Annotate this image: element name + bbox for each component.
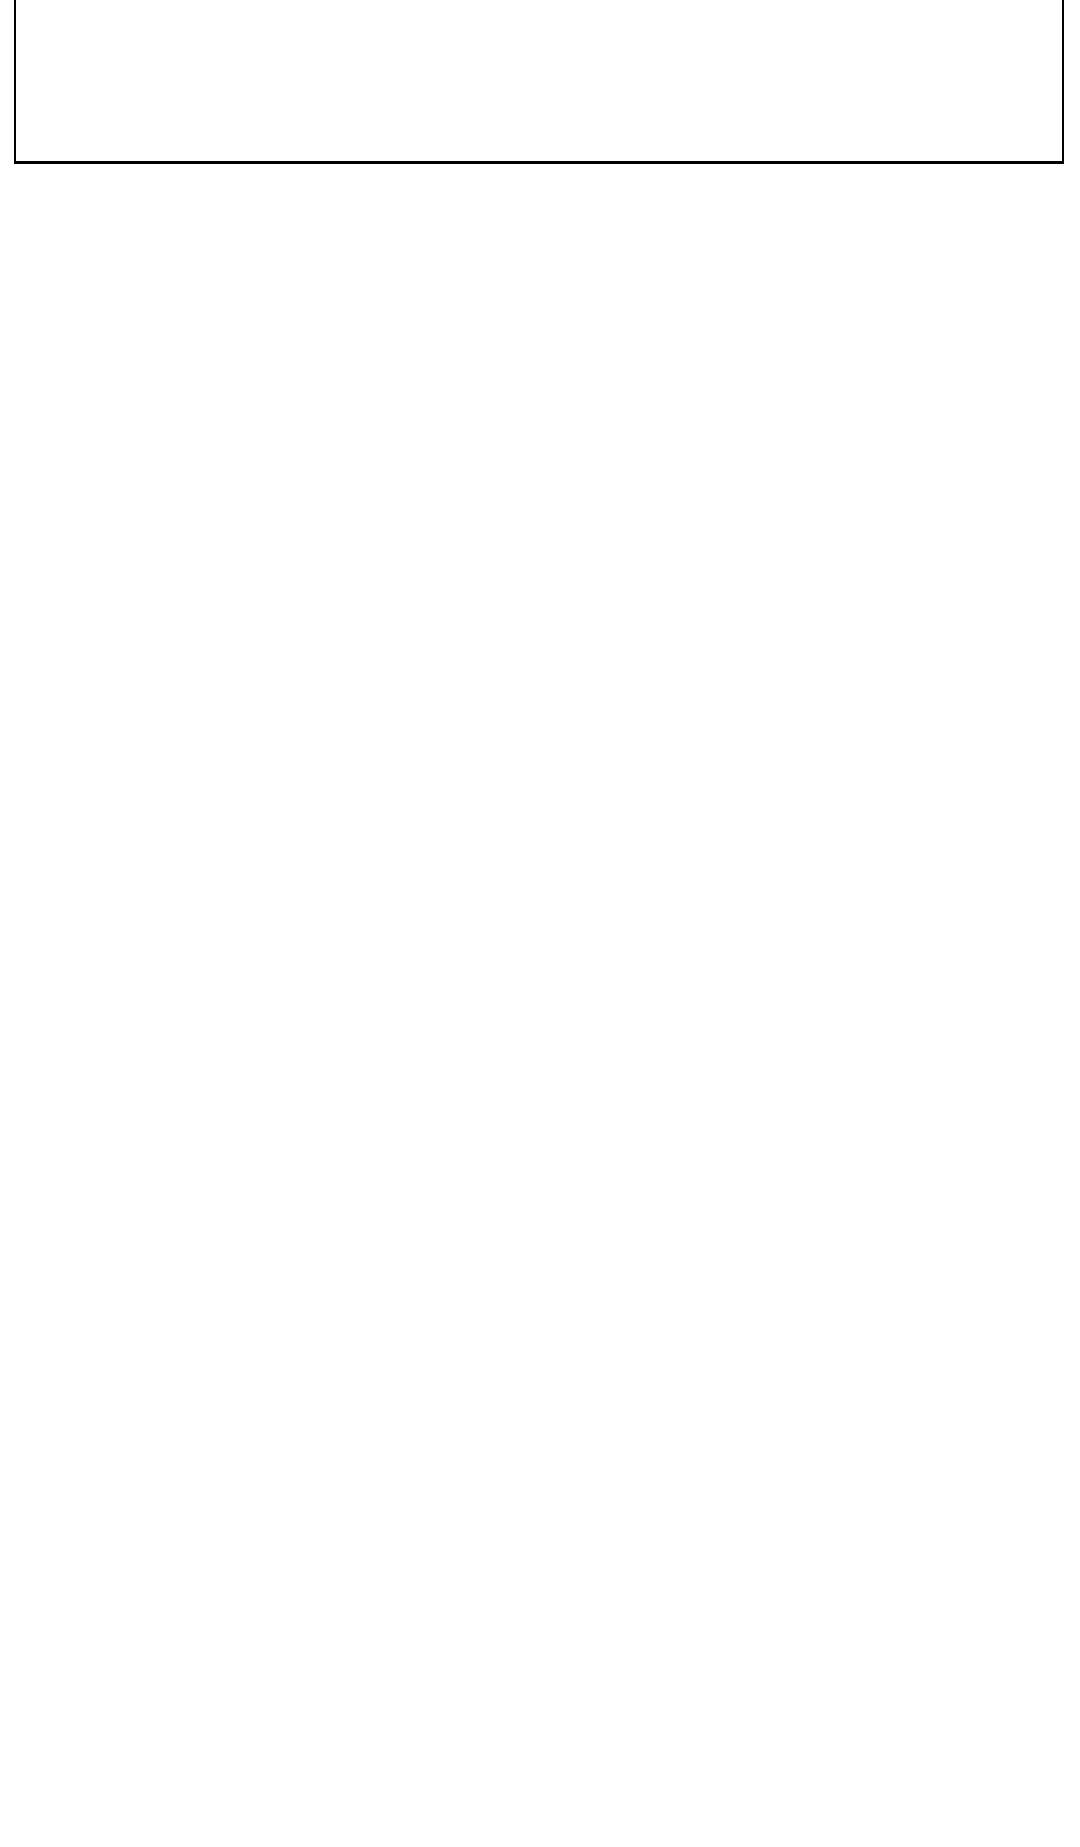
section-header bbox=[16, 0, 1062, 162]
standards-table bbox=[14, 0, 1064, 164]
qr-code-icon bbox=[912, 16, 1040, 144]
